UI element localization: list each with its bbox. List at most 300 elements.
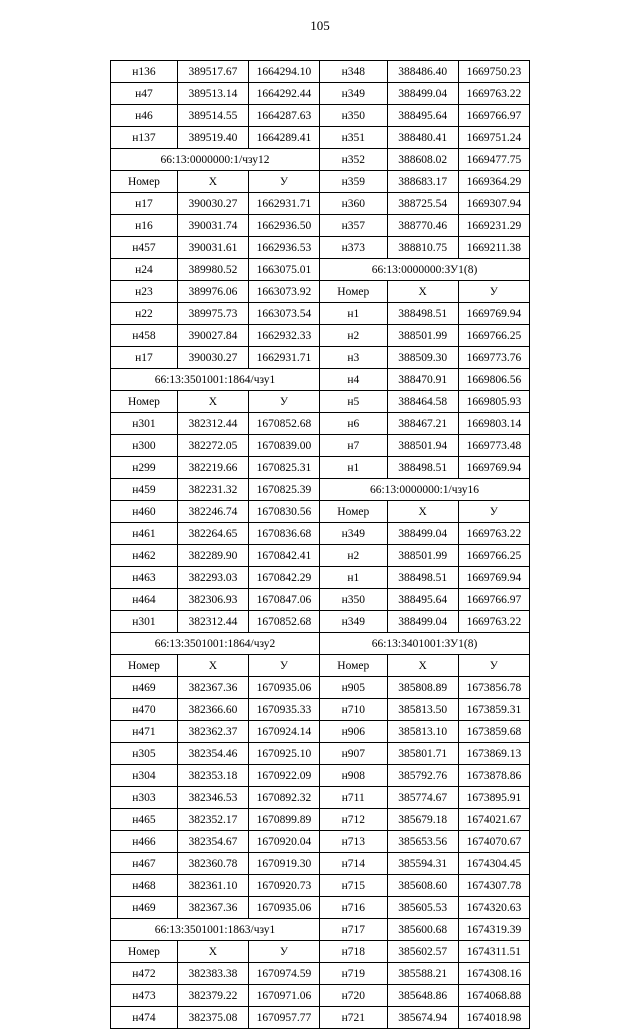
y-coordinate-cell: 1673856.78 <box>458 677 529 699</box>
y-coordinate-cell: 1674308.16 <box>458 963 529 985</box>
x-coordinate-cell: 390027.84 <box>177 325 248 347</box>
x-coordinate-cell: 382312.44 <box>177 611 248 633</box>
header-y: У <box>248 391 319 413</box>
x-coordinate-cell: 388509.30 <box>387 347 458 369</box>
y-coordinate-cell: 1669805.93 <box>458 391 529 413</box>
table-row <box>320 941 530 963</box>
x-coordinate-cell: 382272.05 <box>177 435 248 457</box>
table-row <box>111 831 320 853</box>
table-row <box>111 809 320 831</box>
x-coordinate-cell: 388725.54 <box>387 193 458 215</box>
y-coordinate-cell: 1669806.56 <box>458 369 529 391</box>
point-number-cell: н303 <box>111 787 178 809</box>
point-number-cell: н458 <box>111 325 178 347</box>
table-row <box>111 677 320 699</box>
point-number-cell: н461 <box>111 523 178 545</box>
point-number-cell: н721 <box>320 1007 387 1029</box>
y-coordinate-cell: 1669751.24 <box>458 127 529 149</box>
header-y: У <box>458 501 529 523</box>
y-coordinate-cell: 1669763.22 <box>458 611 529 633</box>
header-y: У <box>248 941 319 963</box>
x-coordinate-cell: 382354.67 <box>177 831 248 853</box>
point-number-cell: н6 <box>320 413 387 435</box>
y-coordinate-cell: 1674307.78 <box>458 875 529 897</box>
y-coordinate-cell: 1662931.71 <box>248 347 319 369</box>
table-row <box>111 963 320 985</box>
point-number-cell: н1 <box>320 457 387 479</box>
y-coordinate-cell: 1674311.51 <box>458 941 529 963</box>
table-row <box>111 611 320 633</box>
table-row <box>111 83 320 105</box>
point-number-cell: н17 <box>111 347 178 369</box>
table-row <box>111 61 320 83</box>
table-row <box>320 149 530 171</box>
table-row <box>320 523 530 545</box>
x-coordinate-cell: 382312.44 <box>177 413 248 435</box>
left-table-body <box>111 61 320 1029</box>
table-row <box>320 83 530 105</box>
y-coordinate-cell: 1673869.13 <box>458 743 529 765</box>
table-row <box>111 875 320 897</box>
header-number: Номер <box>320 501 387 523</box>
point-number-cell: н352 <box>320 149 387 171</box>
y-coordinate-cell: 1670892.32 <box>248 787 319 809</box>
x-coordinate-cell: 389975.73 <box>177 303 248 325</box>
point-number-cell: н23 <box>111 281 178 303</box>
x-coordinate-cell: 388499.04 <box>387 611 458 633</box>
point-number-cell: н357 <box>320 215 387 237</box>
column-header-row <box>320 501 530 523</box>
table-row <box>320 413 530 435</box>
point-number-cell: н467 <box>111 853 178 875</box>
y-coordinate-cell: 1663075.01 <box>248 259 319 281</box>
table-row <box>320 589 530 611</box>
y-coordinate-cell: 1669766.25 <box>458 325 529 347</box>
point-number-cell: н464 <box>111 589 178 611</box>
column-header-row <box>111 655 320 677</box>
table-row <box>111 127 320 149</box>
y-coordinate-cell: 1669766.25 <box>458 545 529 567</box>
header-x: X <box>387 281 458 303</box>
x-coordinate-cell: 382346.53 <box>177 787 248 809</box>
point-number-cell: н2 <box>320 545 387 567</box>
x-coordinate-cell: 382246.74 <box>177 501 248 523</box>
page-number: 105 <box>310 18 330 33</box>
point-number-cell: н3 <box>320 347 387 369</box>
table-row <box>320 391 530 413</box>
point-number-cell: н711 <box>320 787 387 809</box>
section-title-row <box>111 149 320 171</box>
x-coordinate-cell: 385600.68 <box>387 919 458 941</box>
y-coordinate-cell: 1670971.06 <box>248 985 319 1007</box>
point-number-cell: н137 <box>111 127 178 149</box>
y-coordinate-cell: 1662932.33 <box>248 325 319 347</box>
table-row <box>111 457 320 479</box>
y-coordinate-cell: 1669231.29 <box>458 215 529 237</box>
y-coordinate-cell: 1662936.50 <box>248 215 319 237</box>
y-coordinate-cell: 1664294.10 <box>248 61 319 83</box>
point-number-cell: н360 <box>320 193 387 215</box>
section-title-row <box>320 479 530 501</box>
point-number-cell: н300 <box>111 435 178 457</box>
table-row <box>320 677 530 699</box>
table-row <box>320 545 530 567</box>
x-coordinate-cell: 385774.67 <box>387 787 458 809</box>
table-row <box>111 347 320 369</box>
x-coordinate-cell: 389519.40 <box>177 127 248 149</box>
y-coordinate-cell: 1669211.38 <box>458 237 529 259</box>
y-coordinate-cell: 1670935.33 <box>248 699 319 721</box>
y-coordinate-cell: 1670847.06 <box>248 589 319 611</box>
x-coordinate-cell: 388499.04 <box>387 83 458 105</box>
table-row <box>111 413 320 435</box>
table-row <box>111 1007 320 1029</box>
header-x: X <box>387 655 458 677</box>
point-number-cell: н471 <box>111 721 178 743</box>
table-row <box>111 897 320 919</box>
section-title: 66:13:3501001:1864/чзу2 <box>111 633 320 655</box>
x-coordinate-cell: 385608.60 <box>387 875 458 897</box>
x-coordinate-cell: 388501.99 <box>387 545 458 567</box>
x-coordinate-cell: 382361.10 <box>177 875 248 897</box>
header-x: X <box>177 941 248 963</box>
section-title: 66:13:3501001:1863/чзу1 <box>111 919 320 941</box>
x-coordinate-cell: 385648.86 <box>387 985 458 1007</box>
table-row <box>320 919 530 941</box>
x-coordinate-cell: 390031.61 <box>177 237 248 259</box>
x-coordinate-cell: 385808.89 <box>387 677 458 699</box>
right-table-body <box>320 61 530 1029</box>
y-coordinate-cell: 1669763.22 <box>458 523 529 545</box>
point-number-cell: н473 <box>111 985 178 1007</box>
header-number: Номер <box>111 391 178 413</box>
point-number-cell: н24 <box>111 259 178 281</box>
header-number: Номер <box>320 655 387 677</box>
table-row <box>111 237 320 259</box>
y-coordinate-cell: 1663073.92 <box>248 281 319 303</box>
y-coordinate-cell: 1670922.09 <box>248 765 319 787</box>
section-title: 66:13:0000000:ЗУ1(8) <box>320 259 530 281</box>
x-coordinate-cell: 382367.36 <box>177 677 248 699</box>
y-coordinate-cell: 1670825.39 <box>248 479 319 501</box>
x-coordinate-cell: 382362.37 <box>177 721 248 743</box>
header-number: Номер <box>111 655 178 677</box>
x-coordinate-cell: 382354.46 <box>177 743 248 765</box>
x-coordinate-cell: 382219.66 <box>177 457 248 479</box>
x-coordinate-cell: 389517.67 <box>177 61 248 83</box>
table-row <box>111 435 320 457</box>
y-coordinate-cell: 1669766.97 <box>458 589 529 611</box>
section-title: 66:13:0000000:1/чзу16 <box>320 479 530 501</box>
column-header-row <box>111 941 320 963</box>
point-number-cell: н717 <box>320 919 387 941</box>
y-coordinate-cell: 1670842.29 <box>248 567 319 589</box>
x-coordinate-cell: 388486.40 <box>387 61 458 83</box>
x-coordinate-cell: 385594.31 <box>387 853 458 875</box>
table-row <box>111 523 320 545</box>
y-coordinate-cell: 1673895.91 <box>458 787 529 809</box>
table-row <box>320 237 530 259</box>
x-coordinate-cell: 388501.99 <box>387 325 458 347</box>
y-coordinate-cell: 1669307.94 <box>458 193 529 215</box>
point-number-cell: н906 <box>320 721 387 743</box>
table-row <box>111 985 320 1007</box>
x-coordinate-cell: 388683.17 <box>387 171 458 193</box>
y-coordinate-cell: 1664287.63 <box>248 105 319 127</box>
point-number-cell: н716 <box>320 897 387 919</box>
y-coordinate-cell: 1670836.68 <box>248 523 319 545</box>
y-coordinate-cell: 1670957.77 <box>248 1007 319 1029</box>
table-row <box>320 105 530 127</box>
header-y: У <box>458 655 529 677</box>
y-coordinate-cell: 1669769.94 <box>458 457 529 479</box>
point-number-cell: н469 <box>111 677 178 699</box>
y-coordinate-cell: 1674018.98 <box>458 1007 529 1029</box>
header-y: У <box>248 171 319 193</box>
y-coordinate-cell: 1670974.59 <box>248 963 319 985</box>
table-row <box>111 501 320 523</box>
y-coordinate-cell: 1670920.73 <box>248 875 319 897</box>
point-number-cell: н908 <box>320 765 387 787</box>
point-number-cell: н16 <box>111 215 178 237</box>
x-coordinate-cell: 385792.76 <box>387 765 458 787</box>
x-coordinate-cell: 382231.32 <box>177 479 248 501</box>
y-coordinate-cell: 1674021.67 <box>458 809 529 831</box>
y-coordinate-cell: 1670825.31 <box>248 457 319 479</box>
y-coordinate-cell: 1673859.68 <box>458 721 529 743</box>
x-coordinate-cell: 382353.18 <box>177 765 248 787</box>
y-coordinate-cell: 1673878.86 <box>458 765 529 787</box>
point-number-cell: н459 <box>111 479 178 501</box>
point-number-cell: н719 <box>320 963 387 985</box>
point-number-cell: н349 <box>320 611 387 633</box>
table-row <box>111 699 320 721</box>
y-coordinate-cell: 1670935.06 <box>248 897 319 919</box>
table-row <box>111 589 320 611</box>
table-row <box>320 831 530 853</box>
table-row <box>320 303 530 325</box>
x-coordinate-cell: 382306.93 <box>177 589 248 611</box>
y-coordinate-cell: 1669477.75 <box>458 149 529 171</box>
y-coordinate-cell: 1669750.23 <box>458 61 529 83</box>
table-row <box>320 61 530 83</box>
section-title-row <box>320 259 530 281</box>
coordinates-tables <box>110 60 530 1024</box>
x-coordinate-cell: 385653.56 <box>387 831 458 853</box>
x-coordinate-cell: 388467.21 <box>387 413 458 435</box>
x-coordinate-cell: 385801.71 <box>387 743 458 765</box>
header-x: X <box>177 655 248 677</box>
point-number-cell: н305 <box>111 743 178 765</box>
point-number-cell: н5 <box>320 391 387 413</box>
point-number-cell: н468 <box>111 875 178 897</box>
y-coordinate-cell: 1662936.53 <box>248 237 319 259</box>
header-x: X <box>387 501 458 523</box>
point-number-cell: н466 <box>111 831 178 853</box>
header-x: X <box>177 391 248 413</box>
table-row <box>111 545 320 567</box>
table-row <box>320 787 530 809</box>
y-coordinate-cell: 1674068.88 <box>458 985 529 1007</box>
table-row <box>320 963 530 985</box>
point-number-cell: н472 <box>111 963 178 985</box>
table-row <box>111 281 320 303</box>
y-coordinate-cell: 1670924.14 <box>248 721 319 743</box>
y-coordinate-cell: 1669769.94 <box>458 303 529 325</box>
point-number-cell: н7 <box>320 435 387 457</box>
table-row <box>320 853 530 875</box>
point-number-cell: н905 <box>320 677 387 699</box>
x-coordinate-cell: 382383.38 <box>177 963 248 985</box>
x-coordinate-cell: 390030.27 <box>177 347 248 369</box>
point-number-cell: н136 <box>111 61 178 83</box>
table-row <box>111 567 320 589</box>
point-number-cell: н715 <box>320 875 387 897</box>
table-row <box>320 765 530 787</box>
point-number-cell: н47 <box>111 83 178 105</box>
point-number-cell: н301 <box>111 413 178 435</box>
table-row <box>320 171 530 193</box>
header-number: Номер <box>320 281 387 303</box>
header-number: Номер <box>111 171 178 193</box>
table-row <box>320 193 530 215</box>
x-coordinate-cell: 385674.94 <box>387 1007 458 1029</box>
point-number-cell: н22 <box>111 303 178 325</box>
point-number-cell: н4 <box>320 369 387 391</box>
table-row <box>320 875 530 897</box>
point-number-cell: н907 <box>320 743 387 765</box>
table-row <box>111 193 320 215</box>
table-row <box>320 215 530 237</box>
x-coordinate-cell: 389513.14 <box>177 83 248 105</box>
point-number-cell: н474 <box>111 1007 178 1029</box>
point-number-cell: н349 <box>320 523 387 545</box>
table-row <box>320 369 530 391</box>
y-coordinate-cell: 1670920.04 <box>248 831 319 853</box>
y-coordinate-cell: 1669763.22 <box>458 83 529 105</box>
y-coordinate-cell: 1670935.06 <box>248 677 319 699</box>
table-row <box>111 303 320 325</box>
point-number-cell: н46 <box>111 105 178 127</box>
y-coordinate-cell: 1670839.00 <box>248 435 319 457</box>
point-number-cell: н718 <box>320 941 387 963</box>
table-row <box>111 787 320 809</box>
table-row <box>111 325 320 347</box>
section-title-row <box>111 633 320 655</box>
table-row <box>111 215 320 237</box>
x-coordinate-cell: 388495.64 <box>387 105 458 127</box>
left-coordinates-table <box>110 60 320 1029</box>
x-coordinate-cell: 382375.08 <box>177 1007 248 1029</box>
y-coordinate-cell: 1669803.14 <box>458 413 529 435</box>
section-title-row <box>111 369 320 391</box>
x-coordinate-cell: 389980.52 <box>177 259 248 281</box>
section-title-row <box>320 633 530 655</box>
y-coordinate-cell: 1669766.97 <box>458 105 529 127</box>
y-coordinate-cell: 1670852.68 <box>248 611 319 633</box>
x-coordinate-cell: 388498.51 <box>387 457 458 479</box>
section-title: 66:13:3401001:ЗУ1(8) <box>320 633 530 655</box>
section-title: 66:13:0000000:1/чзу12 <box>111 149 320 171</box>
y-coordinate-cell: 1674320.63 <box>458 897 529 919</box>
table-row <box>111 721 320 743</box>
x-coordinate-cell: 388499.04 <box>387 523 458 545</box>
y-coordinate-cell: 1670852.68 <box>248 413 319 435</box>
x-coordinate-cell: 385813.10 <box>387 721 458 743</box>
point-number-cell: н714 <box>320 853 387 875</box>
table-row <box>111 743 320 765</box>
point-number-cell: н2 <box>320 325 387 347</box>
header-y: У <box>248 655 319 677</box>
point-number-cell: н712 <box>320 809 387 831</box>
x-coordinate-cell: 388464.58 <box>387 391 458 413</box>
table-row <box>111 853 320 875</box>
x-coordinate-cell: 388770.46 <box>387 215 458 237</box>
x-coordinate-cell: 388480.41 <box>387 127 458 149</box>
point-number-cell: н17 <box>111 193 178 215</box>
section-title-row <box>111 919 320 941</box>
x-coordinate-cell: 388501.94 <box>387 435 458 457</box>
table-row <box>320 457 530 479</box>
y-coordinate-cell: 1670919.30 <box>248 853 319 875</box>
y-coordinate-cell: 1670842.41 <box>248 545 319 567</box>
point-number-cell: н470 <box>111 699 178 721</box>
y-coordinate-cell: 1669773.48 <box>458 435 529 457</box>
right-coordinates-table <box>320 60 530 1029</box>
column-header-row <box>111 391 320 413</box>
point-number-cell: н1 <box>320 303 387 325</box>
point-number-cell: н299 <box>111 457 178 479</box>
x-coordinate-cell: 382360.78 <box>177 853 248 875</box>
x-coordinate-cell: 382293.03 <box>177 567 248 589</box>
y-coordinate-cell: 1673859.31 <box>458 699 529 721</box>
point-number-cell: н373 <box>320 237 387 259</box>
x-coordinate-cell: 388470.91 <box>387 369 458 391</box>
header-y: У <box>458 281 529 303</box>
y-coordinate-cell: 1670899.89 <box>248 809 319 831</box>
y-coordinate-cell: 1669364.29 <box>458 171 529 193</box>
x-coordinate-cell: 382379.22 <box>177 985 248 1007</box>
header-x: X <box>177 171 248 193</box>
point-number-cell: н463 <box>111 567 178 589</box>
point-number-cell: н350 <box>320 105 387 127</box>
table-row <box>320 721 530 743</box>
table-row <box>111 259 320 281</box>
x-coordinate-cell: 385588.21 <box>387 963 458 985</box>
y-coordinate-cell: 1674070.67 <box>458 831 529 853</box>
table-row <box>320 435 530 457</box>
x-coordinate-cell: 388608.02 <box>387 149 458 171</box>
y-coordinate-cell: 1664292.44 <box>248 83 319 105</box>
section-title: 66:13:3501001:1864/чзу1 <box>111 369 320 391</box>
table-row <box>320 347 530 369</box>
x-coordinate-cell: 389976.06 <box>177 281 248 303</box>
y-coordinate-cell: 1670925.10 <box>248 743 319 765</box>
y-coordinate-cell: 1674304.45 <box>458 853 529 875</box>
table-row <box>111 479 320 501</box>
x-coordinate-cell: 385605.53 <box>387 897 458 919</box>
point-number-cell: н349 <box>320 83 387 105</box>
y-coordinate-cell: 1662931.71 <box>248 193 319 215</box>
x-coordinate-cell: 388810.75 <box>387 237 458 259</box>
x-coordinate-cell: 385602.57 <box>387 941 458 963</box>
table-row <box>111 765 320 787</box>
column-header-row <box>320 655 530 677</box>
point-number-cell: н710 <box>320 699 387 721</box>
table-row <box>320 699 530 721</box>
x-coordinate-cell: 388498.51 <box>387 303 458 325</box>
header-number: Номер <box>111 941 178 963</box>
